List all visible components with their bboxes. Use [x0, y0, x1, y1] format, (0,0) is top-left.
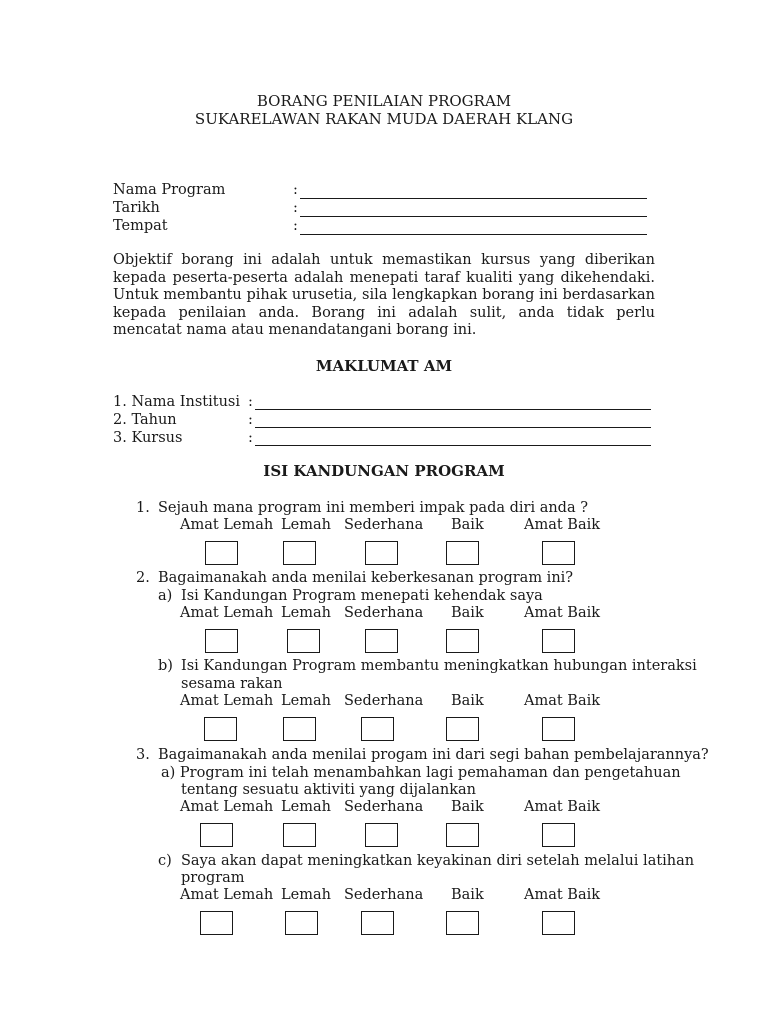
- rating-label-baik: Baik: [451, 517, 484, 533]
- q3c-checkbox-amat-lemah[interactable]: [200, 911, 233, 935]
- q3c-text-line2: program: [181, 870, 245, 886]
- tempat-colon: :: [293, 218, 298, 234]
- rating-label-sederhana: Sederhana: [344, 517, 424, 533]
- q3c-text-line1: Saya akan dapat meningkatkan keyakinan diri setelah melalui latihan: [181, 853, 695, 869]
- q2b-checkbox-amat-lemah[interactable]: [204, 717, 237, 741]
- nama-institusi-line[interactable]: [255, 397, 651, 410]
- objective-paragraph: Objektif borang ini adalah untuk memastikan kursus yang diberikan kepada peserta-peserta adalah menepati taraf kualiti yang dikehendaki. Untuk membantu pihak urusetia, sila lengkapkan borang ini berdasarkan kepada penilaian anda. Borang ini adalah sulit, anda tidak perlu mencatat nama atau menandatangani borang ini.: [113, 252, 655, 338]
- q3a-checkbox-amat-lemah[interactable]: [200, 823, 233, 847]
- rating-label-amat-lemah: Amat Lemah: [180, 693, 274, 709]
- q3a-checkbox-amat-baik[interactable]: [542, 823, 575, 847]
- q3a-checkbox-lemah[interactable]: [283, 823, 316, 847]
- q2-text: Bagaimanakah anda menilai keberkesanan program ini?: [158, 570, 574, 586]
- form-title: BORANG PENILAIAN PROGRAM: [256, 92, 512, 110]
- isi-kandungan-heading: ISI KANDUNGAN PROGRAM: [263, 462, 505, 480]
- kursus-label: 3. Kursus: [113, 430, 183, 446]
- q3c-checkbox-baik[interactable]: [446, 911, 479, 935]
- rating-label-lemah: Lemah: [281, 605, 331, 621]
- q1-checkbox-sederhana[interactable]: [365, 541, 398, 565]
- q3c-marker: c): [158, 853, 172, 869]
- tempat-line[interactable]: [300, 222, 647, 235]
- q3a-checkbox-sederhana[interactable]: [365, 823, 398, 847]
- rating-label-sederhana: Sederhana: [344, 605, 424, 621]
- rating-label-amat-lemah: Amat Lemah: [180, 605, 274, 621]
- q2b-checkbox-sederhana[interactable]: [361, 717, 394, 741]
- rating-label-sederhana: Sederhana: [344, 693, 424, 709]
- q2b-checkbox-baik[interactable]: [446, 717, 479, 741]
- q3a-checkbox-baik[interactable]: [446, 823, 479, 847]
- rating-label-baik: Baik: [451, 693, 484, 709]
- rating-label-amat-lemah: Amat Lemah: [180, 799, 274, 815]
- nama-institusi-colon: :: [248, 394, 253, 410]
- q3c-checkbox-lemah[interactable]: [285, 911, 318, 935]
- rating-label-baik: Baik: [451, 605, 484, 621]
- q1-checkbox-amat-lemah[interactable]: [205, 541, 238, 565]
- q2a-checkbox-amat-lemah[interactable]: [205, 629, 238, 653]
- q2a-checkbox-lemah[interactable]: [287, 629, 320, 653]
- rating-label-sederhana: Sederhana: [344, 887, 424, 903]
- tahun-colon: :: [248, 412, 253, 428]
- kursus-colon: :: [248, 430, 253, 446]
- q3-text: Bagaimanakah anda menilai progam ini dari segi bahan pembelajarannya?: [158, 747, 709, 763]
- rating-label-amat-baik: Amat Baik: [524, 517, 601, 533]
- rating-label-lemah: Lemah: [281, 799, 331, 815]
- nama-program-label: Nama Program: [113, 182, 226, 198]
- rating-label-amat-baik: Amat Baik: [524, 799, 601, 815]
- maklumat-am-heading: MAKLUMAT AM: [315, 357, 453, 375]
- q2b-marker: b): [158, 658, 173, 674]
- rating-label-amat-baik: Amat Baik: [524, 693, 601, 709]
- nama-program-colon: :: [293, 182, 298, 198]
- q3a-text-line1: a) Program ini telah menambahkan lagi pemahaman dan pengetahuan: [161, 765, 681, 781]
- q2b-checkbox-amat-baik[interactable]: [542, 717, 575, 741]
- q2a-checkbox-sederhana[interactable]: [365, 629, 398, 653]
- q2a-marker: a): [158, 588, 173, 604]
- nama-institusi-label: 1. Nama Institusi: [113, 394, 240, 410]
- q1-checkbox-baik[interactable]: [446, 541, 479, 565]
- q2a-text: Isi Kandungan Program menepati kehendak saya: [181, 588, 543, 604]
- nama-program-line[interactable]: [300, 186, 647, 199]
- form-subtitle: SUKARELAWAN RAKAN MUDA DAERAH KLANG: [194, 110, 574, 128]
- tahun-line[interactable]: [255, 415, 651, 428]
- q1-checkbox-lemah[interactable]: [283, 541, 316, 565]
- rating-label-amat-baik: Amat Baik: [524, 887, 601, 903]
- tahun-label: 2. Tahun: [113, 412, 177, 428]
- rating-label-lemah: Lemah: [281, 517, 331, 533]
- tempat-label: Tempat: [113, 218, 168, 234]
- q2a-checkbox-amat-baik[interactable]: [542, 629, 575, 653]
- kursus-line[interactable]: [255, 433, 651, 446]
- q2a-checkbox-baik[interactable]: [446, 629, 479, 653]
- rating-label-amat-lemah: Amat Lemah: [180, 517, 274, 533]
- q3c-checkbox-sederhana[interactable]: [361, 911, 394, 935]
- tarikh-colon: :: [293, 200, 298, 216]
- rating-label-amat-lemah: Amat Lemah: [180, 887, 274, 903]
- q2b-text-line1: Isi Kandungan Program membantu meningkatkan hubungan interaksi: [181, 658, 697, 674]
- q1-text: Sejauh mana program ini memberi impak pada diri anda ?: [158, 500, 588, 516]
- rating-label-baik: Baik: [451, 887, 484, 903]
- q2-number: 2.: [136, 570, 150, 586]
- q1-checkbox-amat-baik[interactable]: [542, 541, 575, 565]
- q2b-checkbox-lemah[interactable]: [283, 717, 316, 741]
- rating-label-baik: Baik: [451, 799, 484, 815]
- rating-label-lemah: Lemah: [281, 887, 331, 903]
- tarikh-label: Tarikh: [113, 200, 160, 216]
- tarikh-line[interactable]: [300, 204, 647, 217]
- rating-label-amat-baik: Amat Baik: [524, 605, 601, 621]
- rating-label-sederhana: Sederhana: [344, 799, 424, 815]
- q3a-text-line2: tentang sesuatu aktiviti yang dijalankan: [181, 782, 476, 798]
- q1-number: 1.: [136, 500, 150, 516]
- q2b-text-line2: sesama rakan: [181, 676, 283, 692]
- q3-number: 3.: [136, 747, 150, 763]
- rating-label-lemah: Lemah: [281, 693, 331, 709]
- q3c-checkbox-amat-baik[interactable]: [542, 911, 575, 935]
